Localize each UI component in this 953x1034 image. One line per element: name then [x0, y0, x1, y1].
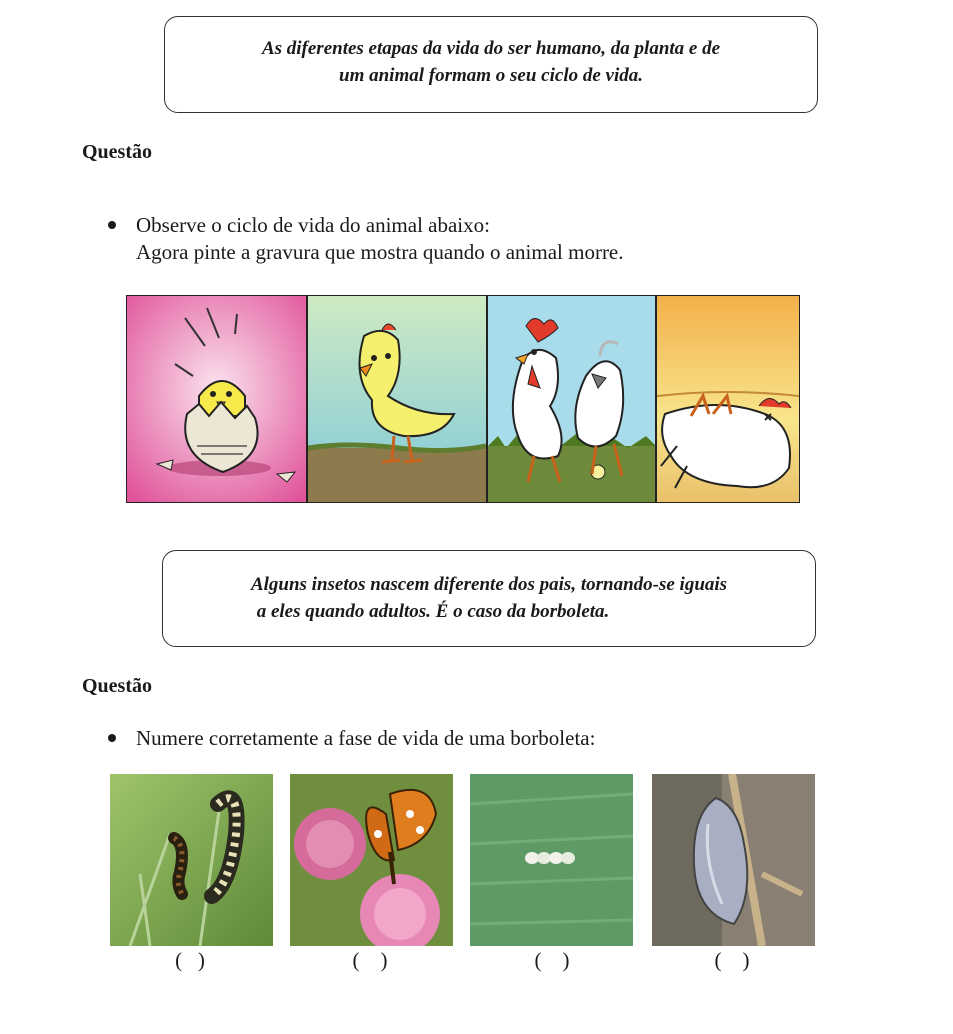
question-2-heading: Questão — [82, 675, 152, 697]
question-1-heading: Questão — [82, 141, 152, 163]
photo-butterfly-on-flower — [290, 774, 453, 946]
bullet-icon — [108, 734, 116, 742]
intro-box-life-cycle — [164, 16, 818, 113]
question-2-instructions — [108, 725, 595, 752]
answer-blank-2[interactable]: ( ) — [352, 948, 388, 972]
intro-box-line-2: um animal formam o seu ciclo de vida. — [339, 65, 643, 86]
question-1-instructions — [108, 212, 624, 266]
intro-box-line-1: As diferentes etapas da vida do ser humano, da planta e de — [261, 38, 721, 59]
comic-panel-young-chick[interactable] — [306, 296, 485, 502]
question-1-line-2: Agora pinte a gravura que mostra quando o animal morre. — [136, 240, 624, 264]
butterfly-box-line-1: Alguns insetos nascem diferente dos pais, tornando-se iguais — [250, 574, 728, 595]
butterfly-stage-photos — [110, 774, 815, 946]
photo-chrysalis — [652, 774, 815, 946]
question-1-line-1: Observe o ciclo de vida do animal abaixo: — [136, 213, 490, 237]
chicken-life-cycle-comic — [126, 295, 800, 503]
photo-eggs — [470, 774, 633, 946]
bullet-icon — [108, 221, 116, 229]
butterfly-info-box — [162, 550, 816, 647]
comic-panel-hatching-chick[interactable] — [127, 296, 306, 502]
answer-blank-1[interactable]: ( ) — [175, 948, 205, 972]
answer-blank-3[interactable]: ( ) — [534, 948, 570, 972]
answer-blank-4[interactable]: ( ) — [714, 948, 750, 972]
comic-panel-dead-chicken[interactable] — [655, 296, 799, 502]
butterfly-box-line-2: a eles quando adultos. É o caso da borboleta. — [256, 601, 610, 622]
photo-caterpillars — [110, 774, 273, 946]
question-2-line-1: Numere corretamente a fase de vida de uma borboleta: — [136, 726, 596, 750]
comic-panel-adult-chickens[interactable] — [486, 296, 656, 502]
